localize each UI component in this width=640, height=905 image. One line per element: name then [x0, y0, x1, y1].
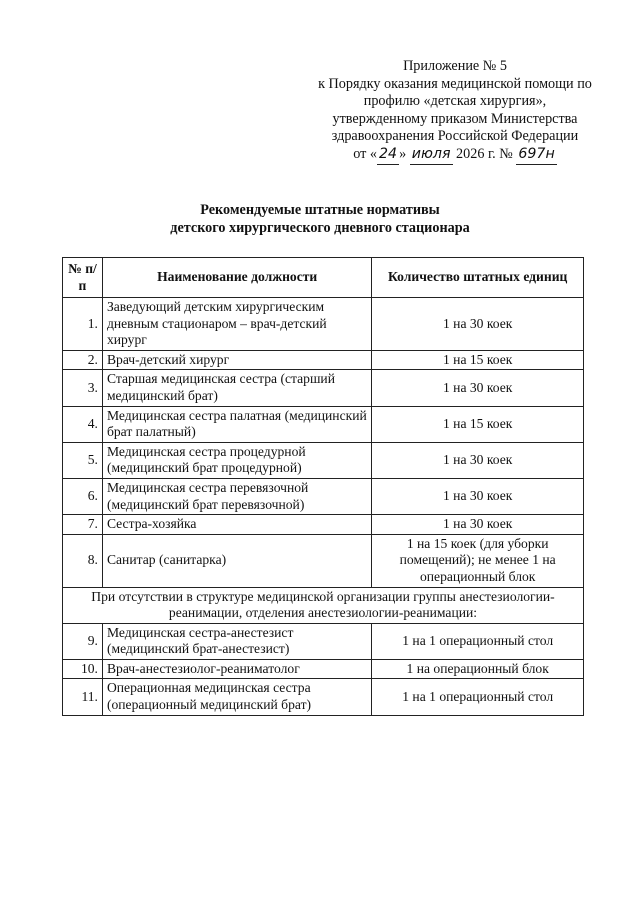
title-line-1: Рекомендуемые штатные нормативы	[200, 202, 440, 218]
position-name: Врач-детский хирург	[102, 350, 371, 370]
table-row	[63, 623, 584, 659]
staff-quantity: 1 на 30 коек	[372, 515, 584, 535]
position-name: Врач-анестезиолог-реаниматолог	[102, 659, 371, 679]
appendix-line: здравоохранения Российской Федерации	[331, 128, 579, 145]
staff-quantity: 1 на 15 коек	[372, 406, 584, 442]
table-row	[63, 515, 584, 535]
row-number: 2.	[63, 350, 103, 370]
table-row	[63, 350, 584, 370]
row-number: 10.	[63, 659, 103, 679]
section-note: При отсутствии в структуре медицинской организации группы анестезиологии-реанимации, отделения анестезиологии-реанимации:	[63, 587, 584, 623]
date-year: 2026 г. №	[452, 145, 517, 162]
title-line-2: детского хирургического дневного стационара	[170, 220, 470, 236]
table-header-row	[63, 258, 584, 298]
row-number: 7.	[63, 515, 103, 535]
position-name: Медицинская сестра-анестезист (медицинский брат-анестезист)	[102, 623, 371, 659]
header-position: Наименование должности	[102, 258, 371, 298]
position-name: Заведующий детским хирургическим дневным стационаром – врач-детский хирург	[102, 298, 371, 351]
row-number: 8.	[63, 534, 103, 587]
table-row	[63, 298, 584, 351]
appendix-line: к Порядку оказания медицинской помощи по	[318, 75, 592, 92]
staff-quantity: 1 на 30 коек	[372, 370, 584, 406]
handwritten-month: июля	[410, 146, 453, 165]
position-name: Медицинская сестра процедурной (медицинский брат процедурной)	[102, 442, 371, 478]
table-row	[63, 442, 584, 478]
order-date-line	[300, 146, 610, 165]
header-quantity: Количество штатных единиц	[372, 258, 584, 298]
staff-quantity: 1 на 30 коек	[372, 442, 584, 478]
row-number: 5.	[63, 442, 103, 478]
staff-quantity: 1 на операционный блок	[372, 659, 584, 679]
table-row	[63, 659, 584, 679]
row-number: 3.	[63, 370, 103, 406]
position-name: Медицинская сестра палатная (медицинский брат палатный)	[102, 406, 371, 442]
staff-quantity: 1 на 15 коек	[372, 350, 584, 370]
table-row	[63, 370, 584, 406]
date-mid: »	[399, 145, 410, 162]
staff-quantity: 1 на 1 операционный стол	[372, 623, 584, 659]
position-name: Сестра-хозяйка	[102, 515, 371, 535]
staff-quantity: 1 на 30 коек	[372, 478, 584, 514]
row-number: 9.	[63, 623, 103, 659]
position-name: Старшая медицинская сестра (старший медицинский брат)	[102, 370, 371, 406]
row-number: 6.	[63, 478, 103, 514]
staff-quantity: 1 на 30 коек	[372, 298, 584, 351]
position-name: Санитар (санитарка)	[102, 534, 371, 587]
appendix-header	[300, 58, 610, 165]
appendix-line: профилю «детская хирургия»,	[363, 93, 547, 110]
table-row	[63, 406, 584, 442]
table-row	[63, 534, 584, 587]
position-name: Медицинская сестра перевязочной (медицинский брат перевязочной)	[102, 478, 371, 514]
handwritten-order-number: 697н	[516, 146, 556, 165]
date-prefix: от «	[353, 145, 378, 162]
position-name: Операционная медицинская сестра (операционный медицинский брат)	[102, 679, 371, 715]
document-title	[0, 201, 640, 237]
header-number: № п/п	[63, 258, 103, 298]
staff-quantity: 1 на 1 операционный стол	[372, 679, 584, 715]
staff-quantity: 1 на 15 коек (для уборки помещений); не менее 1 на операционный блок	[372, 534, 584, 587]
appendix-line: утвержденному приказом Министерства	[332, 110, 578, 127]
row-number: 4.	[63, 406, 103, 442]
staffing-table	[62, 257, 584, 716]
table-row	[63, 478, 584, 514]
section-note-row	[63, 587, 584, 623]
table-row	[63, 679, 584, 715]
appendix-line: Приложение № 5	[403, 58, 507, 74]
row-number: 11.	[63, 679, 103, 715]
handwritten-day: 24	[377, 146, 399, 165]
row-number: 1.	[63, 298, 103, 351]
